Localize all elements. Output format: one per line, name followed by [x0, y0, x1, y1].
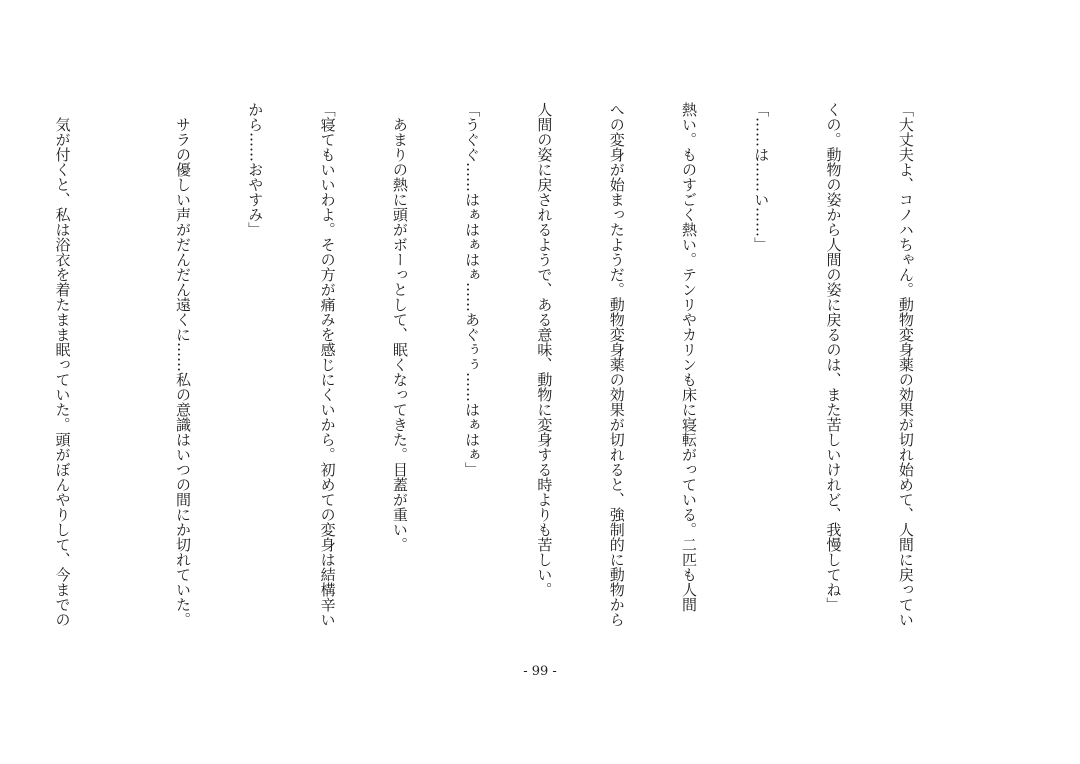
- text-line: 熱い。ものすごく熱い。テンリやカリンも床に寝転がっている。二匹も人間: [679, 102, 698, 612]
- text-line: 「大丈夫よ、コノハちゃん。動物変身薬の効果が切れ始めて、人間に戻ってい: [896, 102, 915, 627]
- text-line: くの。動物の姿から人間の姿に戻るのは、また苦しいけれど、我慢してね」: [824, 102, 843, 612]
- text-line: 「うぐぐ……はぁはぁはぁ……あぐぅぅ……はぁはぁ」: [463, 102, 482, 477]
- text-line: 人間の姿に戻されるようで、ある意味、動物に変身する時よりも苦しい。: [535, 102, 554, 597]
- text-line: 「……は……い……」: [752, 102, 771, 252]
- text-line: 「寝てもいいわよ。その方が痛みを感じにくいから。初めての変身は結構辛い: [318, 102, 337, 627]
- text-line: への変身が始まったようだ。動物変身薬の効果が切れると、強制的に動物から: [607, 102, 626, 627]
- text-line: サラの優しい声がだんだん遠くに……私の意識はいつの間にか切れていた。: [174, 102, 192, 627]
- text-line: あまりの熱に頭がボーっとして、眠くなってきた。目蓋が重い。: [390, 102, 409, 552]
- body-text-vertical: [0, 102, 966, 638]
- page-number: - 99 -: [523, 664, 557, 679]
- text-line: [0, 102, 2, 638]
- text-line: から……おやすみ」: [246, 102, 265, 237]
- text-line: 気が付くと、私は浴衣を着たまま眠っていた。頭がぼんやりして、今までの: [53, 102, 72, 627]
